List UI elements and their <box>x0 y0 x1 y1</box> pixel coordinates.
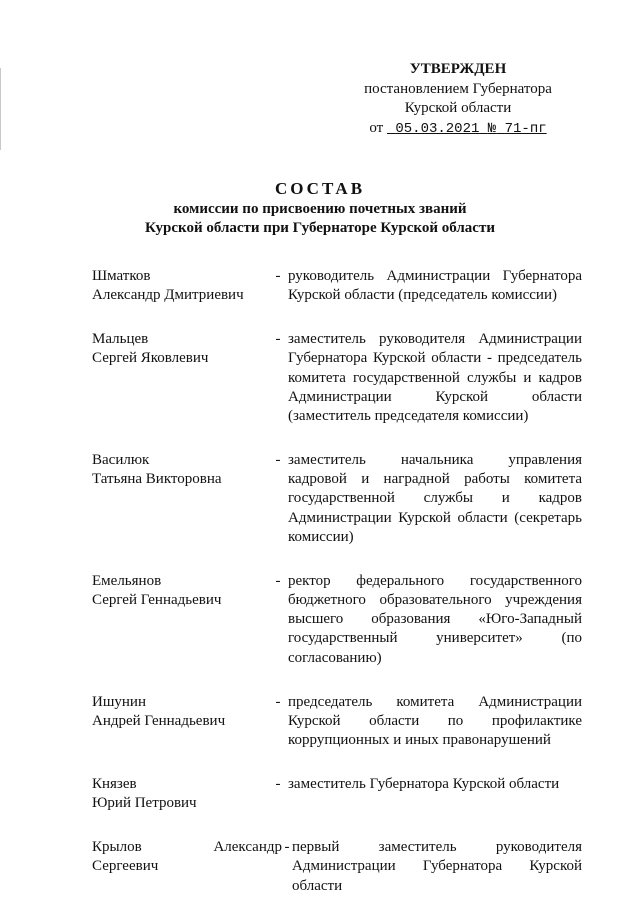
member-role: заместитель руководителя Администрации Губернатора Курской области - председатель комитета государственной службы и кадров Администрации Курской области (заместитель председателя комиссии) <box>288 331 582 425</box>
member-row <box>92 775 582 813</box>
member-role: председатель комитета Администрации Курской области по профилактике коррупционных и иных правонарушений <box>288 693 582 749</box>
number-sign: № <box>487 120 497 137</box>
member-name <box>92 330 268 426</box>
member-dash: - <box>275 452 281 469</box>
member-surname: Мальцев <box>92 331 149 348</box>
members-list <box>92 267 582 921</box>
member-row <box>92 838 582 896</box>
member-role: заместитель Губернатора Курской области <box>288 776 560 793</box>
approval-date: 05.03.2021 № 71-пг <box>395 120 547 137</box>
member-name <box>92 451 268 547</box>
member-dash: - <box>275 268 281 284</box>
member-given-names: Сергей Яковлевич <box>92 350 209 367</box>
approval-heading: УТВЕРЖДЕН <box>409 61 507 77</box>
member-dash: - <box>275 776 281 793</box>
member-surname: Шматков <box>92 268 151 284</box>
member-dash: - <box>275 572 281 589</box>
member-role: ректор федерального государственного бюджетного образовательного учреждения высшего образования «Юго-Западный государственный университет» (по согласованию) <box>288 572 582 666</box>
approval-line-2: Курской области <box>404 100 512 116</box>
member-row <box>92 572 582 668</box>
approval-block <box>338 60 578 139</box>
member-name <box>92 838 282 896</box>
member-surname: Князев <box>92 776 137 793</box>
member-given-names: Сергей Геннадьевич <box>92 592 222 609</box>
member-row <box>92 330 582 426</box>
member-role: первый заместитель руководителя Администрации Губернатора Курской области <box>292 839 582 894</box>
member-dash: - <box>275 331 281 348</box>
member-role: руководитель Администрации Губернатора Курской области (председатель комиссии) <box>288 268 582 304</box>
member-row <box>92 451 582 547</box>
title-line-1: комиссии по присвоению почетных званий <box>173 201 467 217</box>
member-dash: - <box>284 839 290 856</box>
title-line-2: Курской области при Губернаторе Курской области <box>145 220 495 236</box>
member-dash: - <box>275 693 281 710</box>
scan-edge-mark <box>0 68 3 150</box>
member-row <box>92 267 582 305</box>
member-name <box>92 775 268 813</box>
member-surname: Емельянов <box>92 572 162 589</box>
approval-date-line <box>338 119 578 140</box>
approval-number: 71-пг <box>504 120 547 137</box>
member-given-names: Александр Дмитриевич <box>92 287 244 304</box>
date-prefix: от <box>369 119 384 136</box>
member-given-names: Андрей Геннадьевич <box>92 712 226 729</box>
member-full-name: Крылов Александр Сергеевич <box>92 839 282 875</box>
member-surname: Василюк <box>92 452 150 469</box>
member-given-names: Юрий Петрович <box>92 795 197 812</box>
member-name <box>92 572 268 668</box>
member-name <box>92 693 268 751</box>
member-given-names: Татьяна Викторовна <box>92 471 222 488</box>
approval-line-1: постановлением Губернатора <box>364 80 552 97</box>
member-row <box>92 693 582 751</box>
member-name <box>92 267 268 305</box>
member-surname: Ишунин <box>92 693 146 710</box>
document-title <box>0 178 640 238</box>
title-main: СОСТАВ <box>274 179 366 198</box>
member-role: заместитель начальника управления кадровой и наградной работы комитета государственной службы и кадров Администрации Курской области (секретарь комиссии) <box>288 452 582 545</box>
